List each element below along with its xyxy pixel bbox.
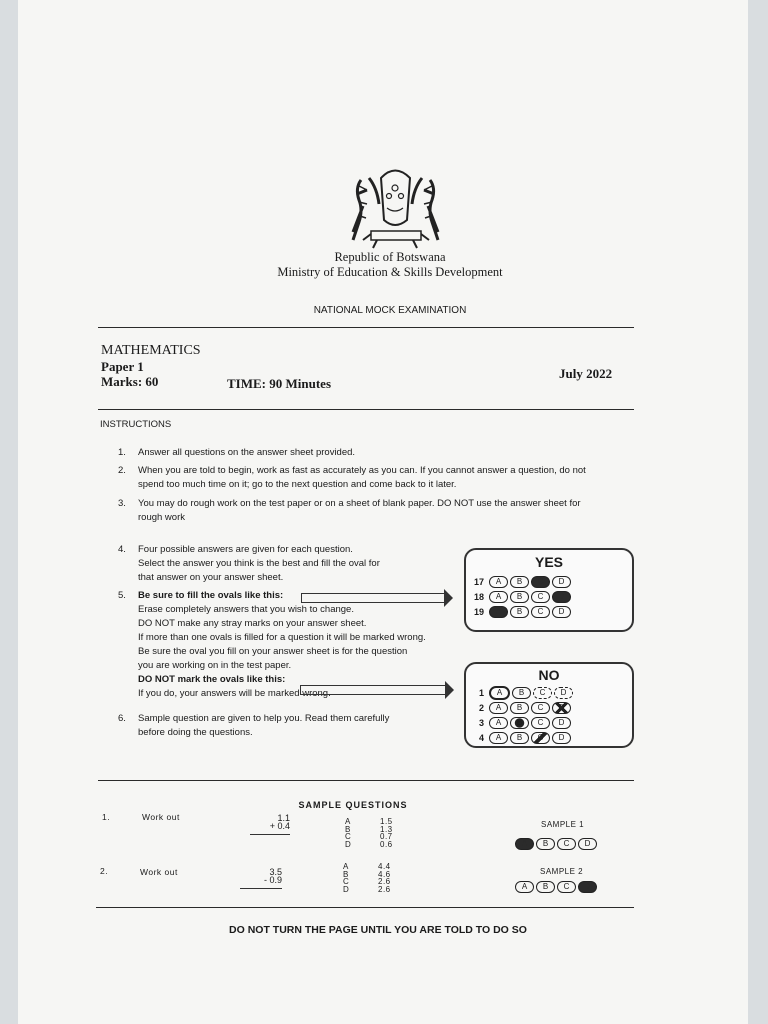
yes-title: YES: [534, 554, 563, 570]
answer-row: 17 A B C D: [466, 573, 573, 591]
arrow-to-yes-box: [301, 593, 444, 603]
do-not-turn-page-notice: DO NOT TURN THE PAGE UNTIL YOU ARE TOLD TO DO SO: [229, 924, 527, 936]
sample-option-values: 1.5 1.3 0.7 0.6: [380, 817, 393, 849]
ministry-name: Ministry of Education & Skills Development: [277, 265, 503, 279]
sample-question-prompt: Work out: [142, 812, 180, 822]
header-divider: [98, 409, 634, 410]
no-title: NO: [538, 667, 560, 683]
sample-question-number: 2.: [100, 866, 109, 876]
answer-row: 2 A B C D: [466, 699, 573, 717]
exam-title: NATIONAL MOCK EXAMINATION: [313, 305, 467, 316]
instructions-heading: INSTRUCTIONS: [100, 419, 172, 430]
sample-option-letters: A B C D: [345, 817, 352, 849]
sample-answer-ovals: A B C D: [515, 835, 599, 853]
subject-title: MATHEMATICS: [101, 343, 201, 358]
exam-page: Republic of Botswana Ministry of Education & Skills Development NATIONAL MOCK EXAMINATION MATHEMATICS Paper 1 Marks: 60 TIME: 90 Minutes July 2022 INSTRUCTIONS 1. Answer all questions on the answer sheet provided. 2. When you are told to begin, work as fast as accurately as you can. If you cannot answer a question, do not spend too much time on it; go to the next question and come back to it later. 3. You may do rough work on the test paper or on a sheet of blank paper. DO NOT use the answer sheet for rough work 4. Four possible answers are given for each question. Select the answer you think is the best and fill the oval for that answer on your answer sheet. 5. Be sure to fill the ovals like this: Erase completely answers that you wish to change. DO NOT make any stray marks on your answer sheet. If more than one ovals is filled for a question it will be marked wrong. Be sure the oval you fill on your answer sheet is for the question you are working on in the test paper. DO NOT mark the ovals like this: If you do, your answers will be marked wrong. 6. Sample question are given to help you. Read them carefully before doing the questions. YES 17 A B C D 18 A B C D 19 A B C D NO 1 A B C D 2 A B C D 3 A B C D 4 A B C D SAMPLE QUESTIONS 1. Work out 1.1 + 0.4 A B C D 1.5 1.3 0.7 0.6 SAMPLE 1 A B C D 2. Work out 3.5 - 0.9 A B C D 4.4 4.6 2.6 2.6 SAMPLE 2 A B C D DO NOT TURN THE PAGE UNTIL YOU ARE TOLD TO DO SO: [18, 0, 748, 1024]
answer-row: 3 A B C D: [466, 714, 573, 732]
exam-duration: TIME: 90 Minutes: [227, 376, 331, 391]
country-name: Republic of Botswana: [334, 250, 446, 264]
sample-question-number: 1.: [102, 812, 111, 822]
sample-calculation: 1.1 + 0.4: [250, 814, 290, 835]
incorrect-marking-example-box: [464, 662, 634, 748]
botswana-coat-of-arms-emblem: [343, 158, 448, 253]
arrow-to-no-box: [300, 685, 445, 695]
correct-marking-example-box: [464, 548, 634, 632]
sample-option-letters: A B C D: [343, 862, 350, 894]
sample-label: SAMPLE 2: [540, 867, 584, 876]
answer-row: 1 A B C D: [466, 684, 575, 702]
sample-label: SAMPLE 1: [541, 820, 585, 829]
sample-question-prompt: Work out: [140, 867, 178, 877]
answer-row: 18 A B C D: [466, 588, 573, 606]
marks-total: Marks: 60: [101, 374, 159, 389]
samples-divider: [98, 780, 634, 781]
sample-answer-ovals: A B C D: [515, 878, 599, 896]
sample-calculation: 3.5 - 0.9: [240, 868, 282, 889]
paper-number: Paper 1: [101, 359, 144, 374]
exam-date: July 2022: [559, 366, 613, 381]
top-divider: [98, 327, 634, 328]
sample-questions-heading: SAMPLE QUESTIONS: [298, 800, 408, 810]
answer-row: 4 A B C D: [466, 729, 573, 747]
answer-row: 19 A B C D: [466, 603, 573, 621]
footer-divider: [96, 907, 634, 908]
sample-option-values: 4.4 4.6 2.6 2.6: [378, 862, 391, 894]
